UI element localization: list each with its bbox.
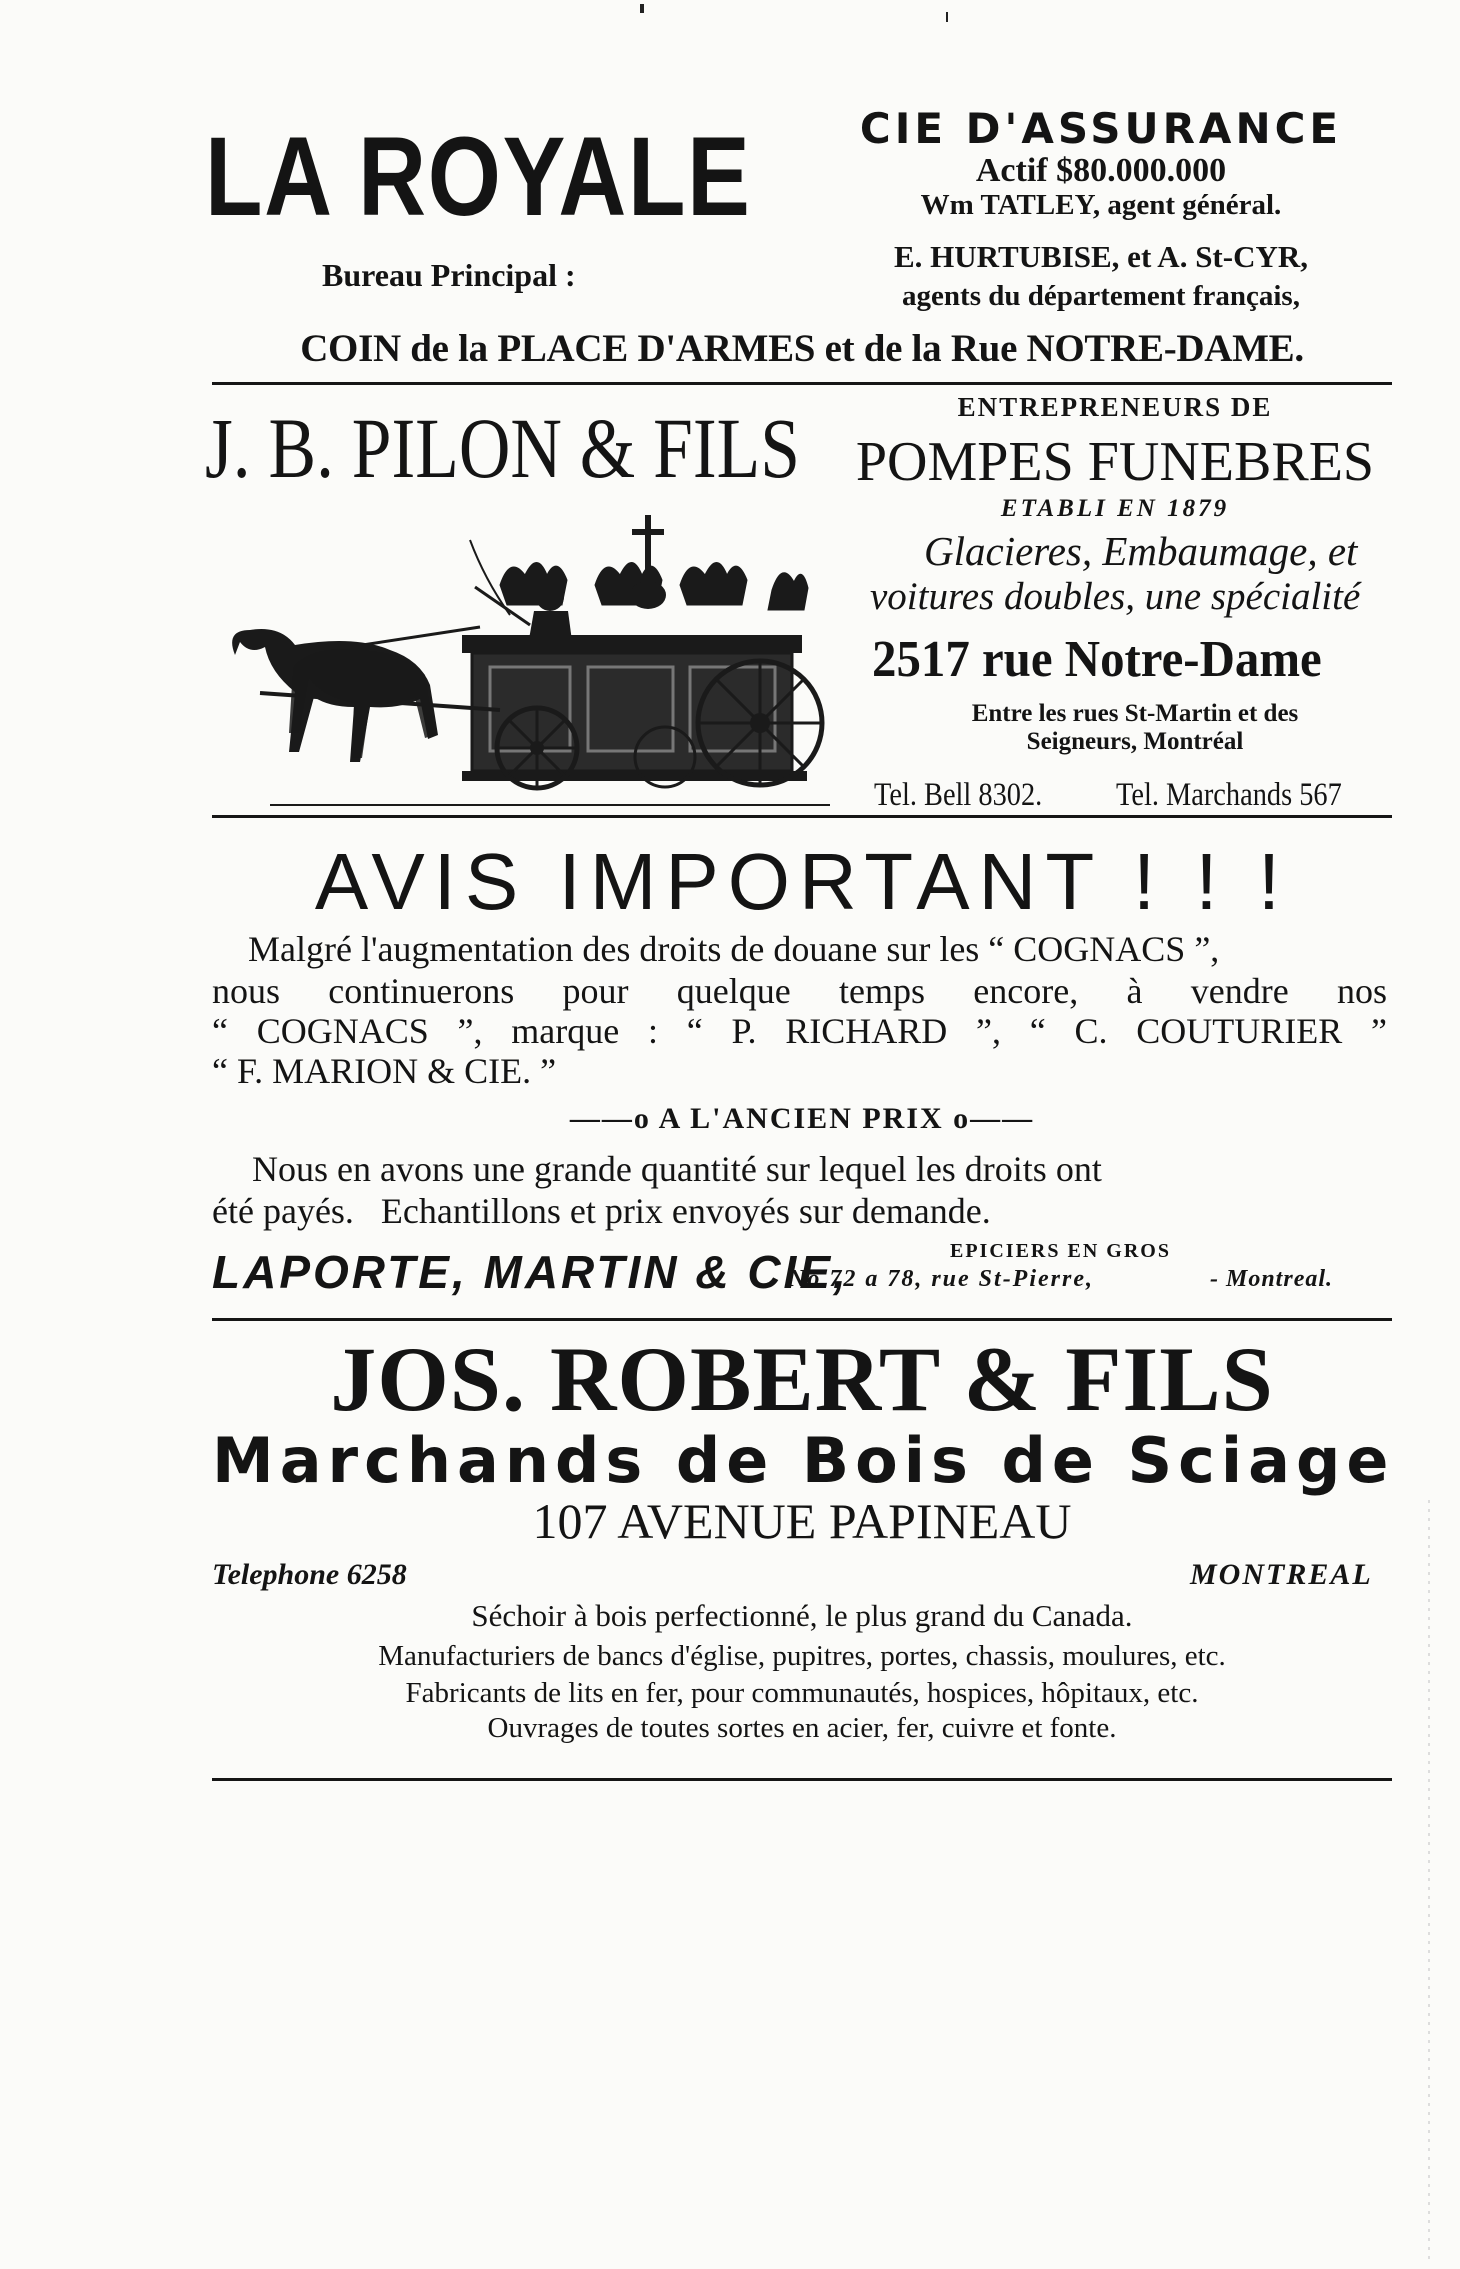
la-royale-address: COIN de la PLACE D'ARMES et de la Rue NOTRE-DAME. bbox=[300, 327, 1304, 370]
pilon-specialty-1: Glacieres, Embaumage, et bbox=[924, 528, 1358, 574]
insurance-company: CIE D'ASSURANCE bbox=[859, 104, 1343, 153]
pilon-established: ETABLI EN 1879 bbox=[1000, 495, 1230, 522]
agents-line-2: agents du département français, bbox=[902, 280, 1300, 312]
avis-para1-line2: nous continuerons pour quelque temps encore, à vendre nos bbox=[212, 971, 1387, 1011]
robert-address: 107 AVENUE PAPINEAU bbox=[532, 1493, 1072, 1549]
robert-telephone: Telephone 6258 bbox=[212, 1558, 407, 1591]
separator-rule bbox=[212, 382, 1392, 385]
robert-name: JOS. ROBERT & FILS bbox=[330, 1328, 1274, 1430]
robert-line3: Fabricants de lits en fer, pour communautés, hospices, hôpitaux, etc. bbox=[405, 1677, 1199, 1709]
separator-rule bbox=[212, 1318, 1392, 1321]
page-edge bbox=[1428, 1500, 1430, 2260]
bureau-principal: Bureau Principal : bbox=[322, 257, 576, 293]
pilon-name: J. B. PILON & FILS bbox=[205, 400, 800, 496]
avis-firm-address: No 72 a 78, rue St-Pierre, bbox=[788, 1266, 1094, 1292]
pilon-address: 2517 rue Notre-Dame bbox=[872, 631, 1322, 688]
avis-para2-line1: Nous en avons une grande quantité sur lequel les droits ont bbox=[252, 1149, 1102, 1189]
ancien-prix: ——o A L'ANCIEN PRIX o—— bbox=[569, 1102, 1035, 1135]
robert-city: MONTREAL bbox=[1190, 1558, 1373, 1591]
pilon-tel-bell: Tel. Bell 8302. bbox=[874, 777, 1043, 813]
avis-para1-line3: “ COGNACS ”, marque : “ P. RICHARD ”, “ C. COUTURIER ” bbox=[212, 1011, 1387, 1051]
robert-line4: Ouvrages de toutes sortes en acier, fer, cuivre et fonte. bbox=[487, 1712, 1117, 1744]
hearse-illustration bbox=[200, 505, 865, 813]
insurance-capital: Actif $80.000.000 bbox=[975, 152, 1227, 189]
agent-general: Wm TATLEY, agent général. bbox=[920, 189, 1282, 221]
avis-para1-line4: “ F. MARION & CIE. ” bbox=[212, 1051, 557, 1091]
pilon-between-1: Entre les rues St-Martin et des bbox=[971, 700, 1299, 727]
avis-headline: AVIS IMPORTANT ! ! ! bbox=[314, 837, 1290, 926]
avis-para2-line2: été payés. Echantillons et prix envoyés sur demande. bbox=[212, 1191, 991, 1231]
agents-line-1: E. HURTUBISE, et A. St-CYR, bbox=[893, 239, 1308, 274]
pilon-tel-marchands: Tel. Marchands 567 bbox=[1116, 777, 1342, 813]
robert-line2: Manufacturiers de bancs d'église, pupitres, portes, chassis, moulures, etc. bbox=[378, 1640, 1226, 1672]
robert-trade: Marchands de Bois de Sciage bbox=[212, 1424, 1395, 1497]
avis-para1-line1: Malgré l'augmentation des droits de douane sur les “ COGNACS ”, bbox=[248, 929, 1220, 969]
stray-mark bbox=[946, 12, 948, 22]
stray-mark bbox=[640, 4, 644, 13]
robert-line1: Séchoir à bois perfectionné, le plus grand du Canada. bbox=[471, 1598, 1133, 1633]
avis-firm-trade: EPICIERS EN GROS bbox=[950, 1240, 1171, 1262]
pilon-specialty-2: voitures doubles, une spécialité bbox=[870, 575, 1361, 618]
separator-rule bbox=[212, 815, 1392, 818]
avis-firm: LAPORTE, MARTIN & CIE, bbox=[212, 1246, 849, 1298]
pilon-trade: POMPES FUNEBRES bbox=[855, 431, 1375, 493]
avis-firm-city: - Montreal. bbox=[1210, 1266, 1334, 1292]
la-royale-title: LA ROYALE bbox=[205, 114, 752, 239]
separator-rule bbox=[212, 1778, 1392, 1781]
pilon-between-2: Seigneurs, Montréal bbox=[1026, 728, 1244, 755]
pilon-kicker: ENTREPRENEURS DE bbox=[957, 392, 1273, 422]
